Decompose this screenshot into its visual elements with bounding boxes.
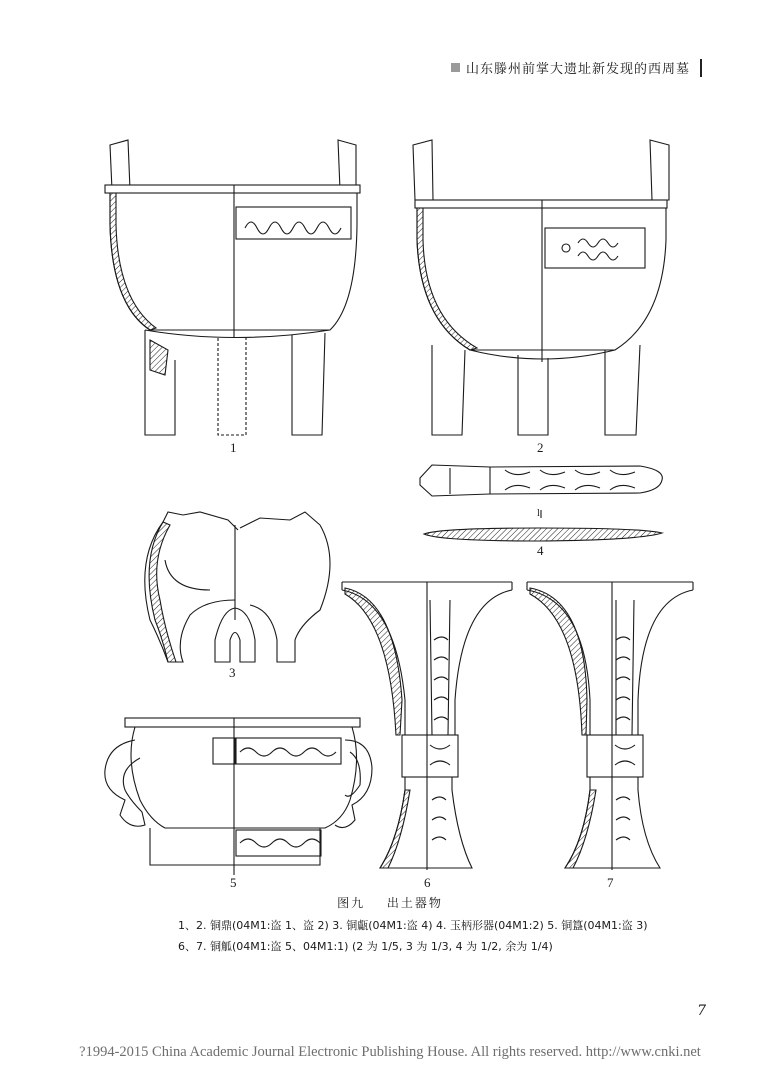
caption-number: 图九 — [337, 896, 366, 910]
vessel-2-ding — [413, 140, 669, 435]
copyright-footer: ?1994-2015 China Academic Journal Electronic Publishing House. All rights reserved. http://www.cnki.net — [79, 1044, 701, 1060]
figure-label-2: 2 — [537, 440, 544, 455]
figure-sub-label: l — [537, 508, 540, 519]
page-number: 7 — [697, 1003, 706, 1019]
figure-label-5: 5 — [230, 875, 237, 890]
figure-caption-title — [0, 894, 780, 911]
figure-label-1: 1 — [230, 440, 237, 455]
vessel-5-gui — [105, 718, 372, 875]
object-4-jade-handle — [420, 465, 662, 541]
vessel-1-ding — [105, 140, 360, 435]
caption-line-2: 6、7. 铜觚(04M1:盗 5、04M1:1) (2 为 1/5, 3 为 1/3, 4 为 1/2, 余为 1/4) — [178, 940, 553, 953]
figure-label-4: 4 — [537, 543, 544, 558]
figure-label-6: 6 — [424, 875, 431, 890]
caption-line-1: 1、2. 铜鼎(04M1:盗 1、盗 2) 3. 铜甗(04M1:盗 4) 4. 玉柄形器(04M1:2) 5. 铜簋(04M1:盗 3) — [178, 919, 648, 932]
vessel-6-gu — [342, 582, 512, 870]
vessel-7-gu — [527, 582, 693, 870]
caption-title-text: 出土器物 — [386, 896, 443, 910]
vessel-3-yan — [145, 512, 330, 662]
running-title: 山东滕州前掌大遗址新发现的西周墓 — [465, 62, 690, 77]
figure-label-3: 3 — [229, 665, 236, 680]
figure-label-7: 7 — [607, 875, 614, 890]
